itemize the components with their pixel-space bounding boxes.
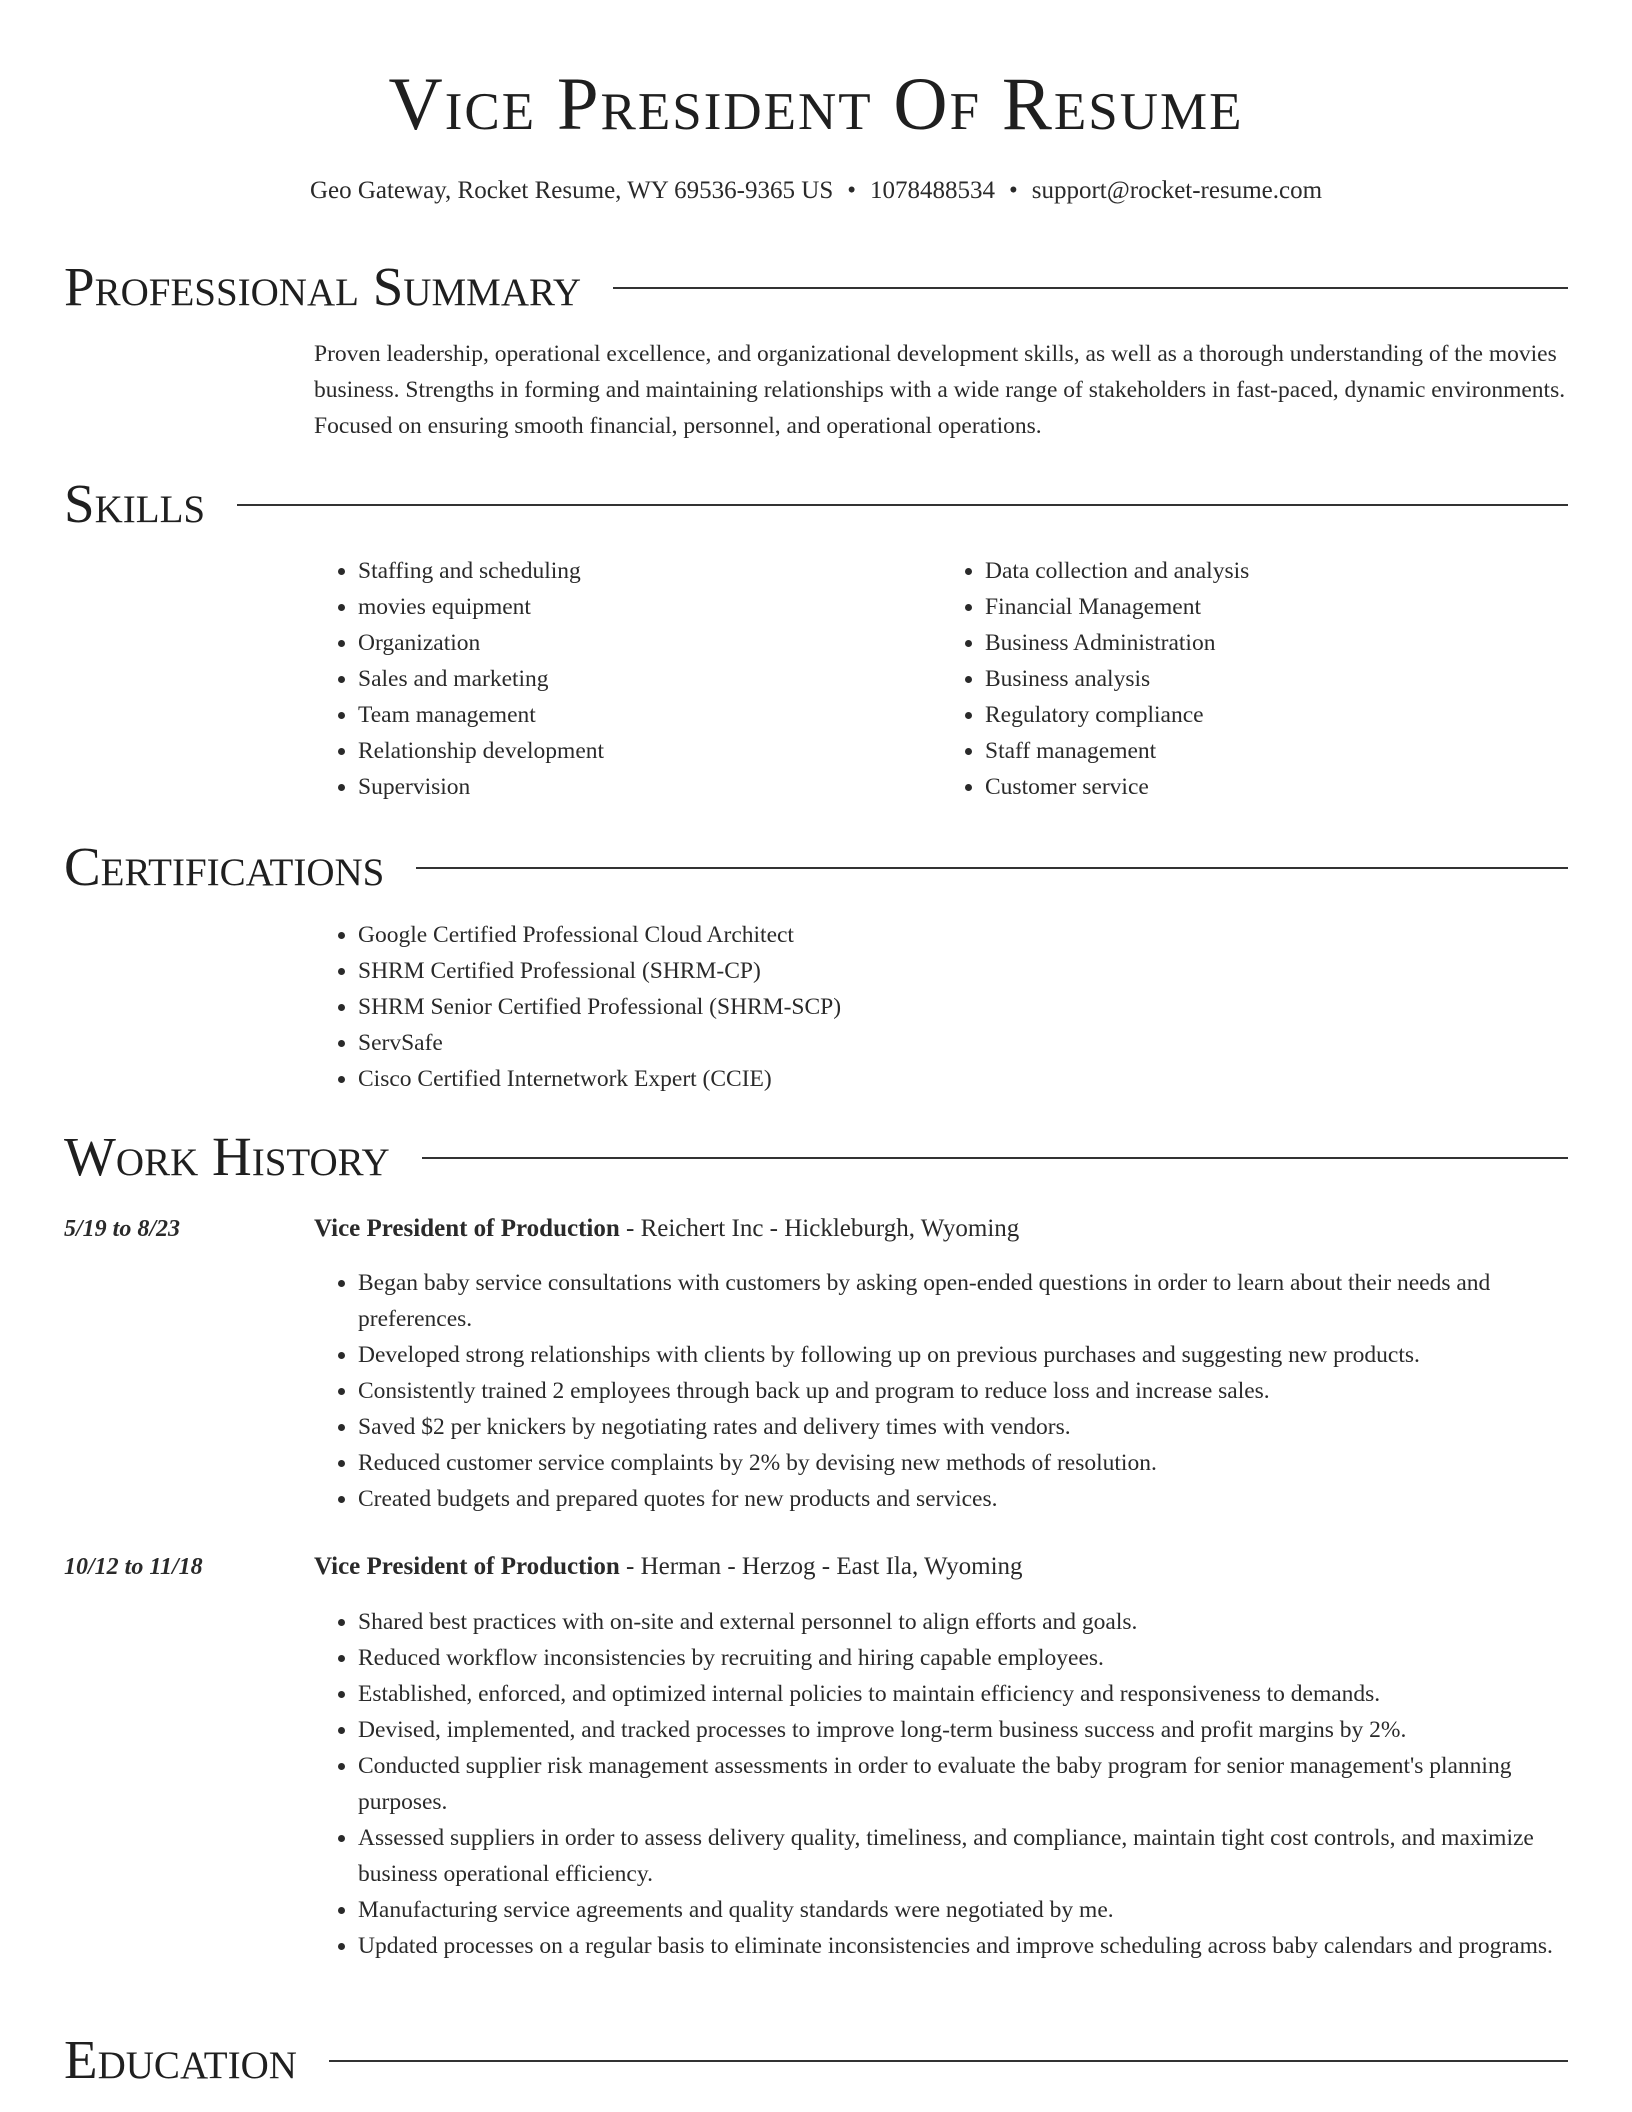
- skills-list: [314, 553, 1568, 805]
- skill-item: • Sales and marketing: [358, 661, 941, 697]
- job-dates: 10/12 to 11/18: [64, 1554, 203, 1580]
- skills-column-left: [314, 553, 941, 805]
- section-divider: [613, 287, 1568, 289]
- skill-item: • Team management: [358, 697, 941, 733]
- job-title: Vice President of Production: [314, 1215, 620, 1242]
- skill-item: • Customer service: [985, 769, 1568, 805]
- skills-header: [64, 472, 1568, 536]
- job-heading: [314, 1549, 1568, 1585]
- section-divider: [422, 1157, 1568, 1159]
- certification-item: • SHRM Certified Professional (SHRM-CP): [358, 953, 1568, 989]
- skill-item: • Data collection and analysis: [985, 553, 1568, 589]
- section-title-work-history: Work History: [64, 1126, 390, 1187]
- certifications-header: [64, 835, 1568, 899]
- skill-item: • Business Administration: [985, 625, 1568, 661]
- section-divider: [237, 504, 1568, 506]
- job-title: Vice President of Production: [314, 1553, 620, 1580]
- job-bullet: • Manufacturing service agreements and quality standards were negotiated by me.: [358, 1892, 1568, 1928]
- skill-item: • Relationship development: [358, 733, 941, 769]
- job-bullets: [314, 1604, 1568, 1964]
- job-bullet: • Reduced customer service complaints by 2% by devising new methods of resolution.: [358, 1445, 1568, 1481]
- skill-item: • Business analysis: [985, 661, 1568, 697]
- job-bullet: • Began baby service consultations with customers by asking open-ended questions in order to learn about their needs and preferences.: [358, 1265, 1568, 1337]
- certification-item: • ServSafe: [358, 1025, 1568, 1061]
- job-bullet: • Saved $2 per knickers by negotiating rates and delivery times with vendors.: [358, 1409, 1568, 1445]
- job-bullet: • Reduced workflow inconsistencies by recruiting and hiring capable employees.: [358, 1640, 1568, 1676]
- skill-item: • Regulatory compliance: [985, 697, 1568, 733]
- section-title-skills: Skills: [64, 473, 206, 534]
- resume-name: Vice President Of Resume: [388, 63, 1244, 146]
- section-divider: [416, 867, 1568, 869]
- certifications-list: [314, 917, 1568, 1097]
- job-employer-location: - Reichert Inc - Hickleburgh, Wyoming: [619, 1215, 1020, 1242]
- contact-email: support@rocket-resume.com: [1031, 177, 1323, 204]
- job-employer-location: - Herman - Herzog - East Ila, Wyoming: [619, 1553, 1023, 1580]
- job-bullet: • Established, enforced, and optimized internal policies to maintain efficiency and responsiveness to demands.: [358, 1676, 1568, 1712]
- section-title-certifications: Certifications: [64, 836, 385, 897]
- job-bullet: • Consistently trained 2 employees through back up and program to reduce loss and increase sales.: [358, 1373, 1568, 1409]
- certification-item: • SHRM Senior Certified Professional (SHRM-SCP): [358, 989, 1568, 1025]
- skill-item: • Staffing and scheduling: [358, 553, 941, 589]
- job-dates: 5/19 to 8/23: [64, 1216, 181, 1242]
- skills-column-right: [941, 553, 1568, 805]
- summary-text: Proven leadership, operational excellence, and organizational development skills, as well as a thorough understanding of the movies business. Strengths in forming and maintaining relationships with a wide range of stakeholders in fast-paced, dynamic environments. Focused on ensuring smooth financial, personnel, and operational operations.: [314, 341, 1566, 439]
- job-bullet: • Created budgets and prepared quotes for new products and services.: [358, 1481, 1568, 1517]
- skill-item: • Financial Management: [985, 589, 1568, 625]
- section-title-education: Education: [64, 2029, 297, 2090]
- contact-separator: •: [1008, 177, 1018, 204]
- skill-item: • Organization: [358, 625, 941, 661]
- job-bullet: • Updated processes on a regular basis to eliminate inconsistencies and improve scheduling across baby calendars and programs.: [358, 1928, 1568, 1964]
- skill-item: • Supervision: [358, 769, 941, 805]
- contact-address: Geo Gateway, Rocket Resume, WY 69536-9365 US: [309, 177, 834, 204]
- job-bullet: • Shared best practices with on-site and external personnel to align efforts and goals.: [358, 1604, 1568, 1640]
- skill-item: • movies equipment: [358, 589, 941, 625]
- job-bullet: • Assessed suppliers in order to assess delivery quality, timeliness, and compliance, maintain tight cost controls, and maximize business operational efficiency.: [358, 1820, 1568, 1892]
- work-history-header: [64, 1125, 1568, 1189]
- contact-line: [0, 175, 1632, 207]
- job-bullet: • Developed strong relationships with clients by following up on previous purchases and suggesting new products.: [358, 1337, 1568, 1373]
- job-heading: [314, 1211, 1568, 1247]
- certification-item: • Google Certified Professional Cloud Architect: [358, 917, 1568, 953]
- contact-phone: 1078488534: [869, 177, 995, 204]
- education-header: [64, 2028, 1568, 2092]
- certification-item: • Cisco Certified Internetwork Expert (CCIE): [358, 1061, 1568, 1097]
- job-bullet: • Devised, implemented, and tracked processes to improve long-term business success and profit margins by 2%.: [358, 1712, 1568, 1748]
- summary-header: [64, 255, 1568, 319]
- job-bullet: • Conducted supplier risk management assessments in order to evaluate the baby program for senior management's planning purposes.: [358, 1748, 1568, 1820]
- contact-separator: •: [847, 177, 856, 204]
- section-title-summary: Professional Summary: [64, 256, 582, 317]
- skill-item: • Staff management: [985, 733, 1568, 769]
- section-divider: [329, 2060, 1568, 2062]
- job-bullets: [314, 1265, 1568, 1517]
